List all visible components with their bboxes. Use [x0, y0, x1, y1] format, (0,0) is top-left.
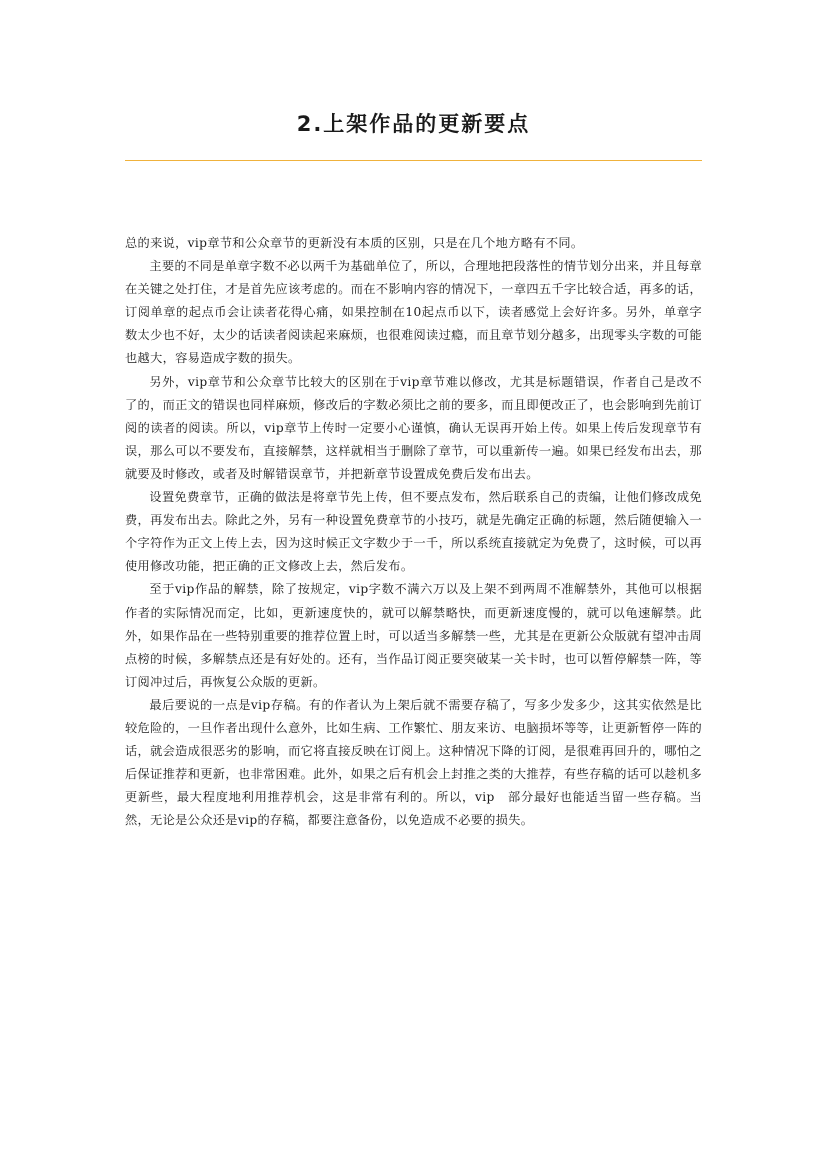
paragraph-vip-editing: 另外，vip章节和公众章节比较大的区别在于vip章节难以修改，尤其是标题错误，作者自己是改不了的，而正文的错误也同样麻烦，修改后的字数必须比之前的要多，而且即便改正了，也会影响到先前订阅的读者的阅读。所以，vip章节上传时一定要小心谨慎，确认无误再开始上传。如果上传后发现章节有误，那么可以不要发布，直接解禁，这样就相当于删除了章节，可以重新传一遍。如果已经发布出去，那就要及时修改，或者及时解错误章节，并把新章节设置成免费后发布出去。: [125, 374, 702, 481]
section-heading: 2.上架作品的更新要点: [296, 112, 531, 136]
body-text: [125, 232, 702, 832]
paragraph-free-chapters: 设置免费章节，正确的做法是将章节先上传，但不要点发布，然后联系自己的责编，让他们修改成免费，再发布出去。除此之外，另有一种设置免费章节的小技巧，就是先确定正确的标题，然后随便输入一个字符作为正文上传上去，因为这时候正文字数少于一千，所以系统直接就定为免费了，这时候，可以再使用修改功能，把正确的正文修改上去，然后发布。: [125, 490, 702, 574]
paragraph-vip-backlog: 最后要说的一点是vip存稿。有的作者认为上架后就不需要存稿了，写多少发多少，这其实依然是比较危险的，一旦作者出现什么意外，比如生病、工作繁忙、朋友来访、电脑损坏等等，让更新暂停一阵的话，就会造成很恶劣的影响，而它将直接反映在订阅上。这种情况下降的订阅，是很难再回升的，哪怕之后保证推荐和更新，也非常困难。此外，如果之后有机会上封推之类的大推荐，有些存稿的话可以趁机多更新些，最大程度地利用推荐机会，这是非常有利的。所以，vip 部分最好也能适当留一些存稿。当然，无论是公众还是vip的存稿，都要注意备份，以免造成不必要的损失。: [125, 697, 702, 828]
paragraph-unlocking: 至于vip作品的解禁，除了按规定，vip字数不满六万以及上架不到两周不准解禁外，其他可以根据作者的实际情况而定，比如，更新速度快的，就可以解禁略快，而更新速度慢的，就可以龟速解禁。此外，如果作品在一些特别重要的推荐位置上时，可以适当多解禁一些，尤其是在更新公众版就有望冲击周点榜的时候，多解禁点还是有好处的。还有，当作品订阅正要突破某一关卡时，也可以暂停解禁一阵，等订阅冲过后，再恢复公众版的更新。: [125, 582, 702, 689]
paragraph-chapter-length: 主要的不同是单章字数不必以两千为基础单位了，所以，合理地把段落性的情节划分出来，并且每章在关键之处打住，才是首先应该考虑的。而在不影响内容的情况下，一章四五千字比较合适，再多的话，订阅单章的起点币会让读者花得心痛，如果控制在10起点币以下，读者感觉上会好许多。另外，单章字数太少也不好，太少的话读者阅读起来麻烦，也很难阅读过瘾，而且章节划分越多，出现零头字数的可能也越大，容易造成字数的损失。: [125, 259, 702, 366]
paragraph-intro: 总的来说，vip章节和公众章节的更新没有本质的区别，只是在几个地方略有不同。: [125, 236, 584, 250]
heading-divider: [125, 160, 702, 161]
